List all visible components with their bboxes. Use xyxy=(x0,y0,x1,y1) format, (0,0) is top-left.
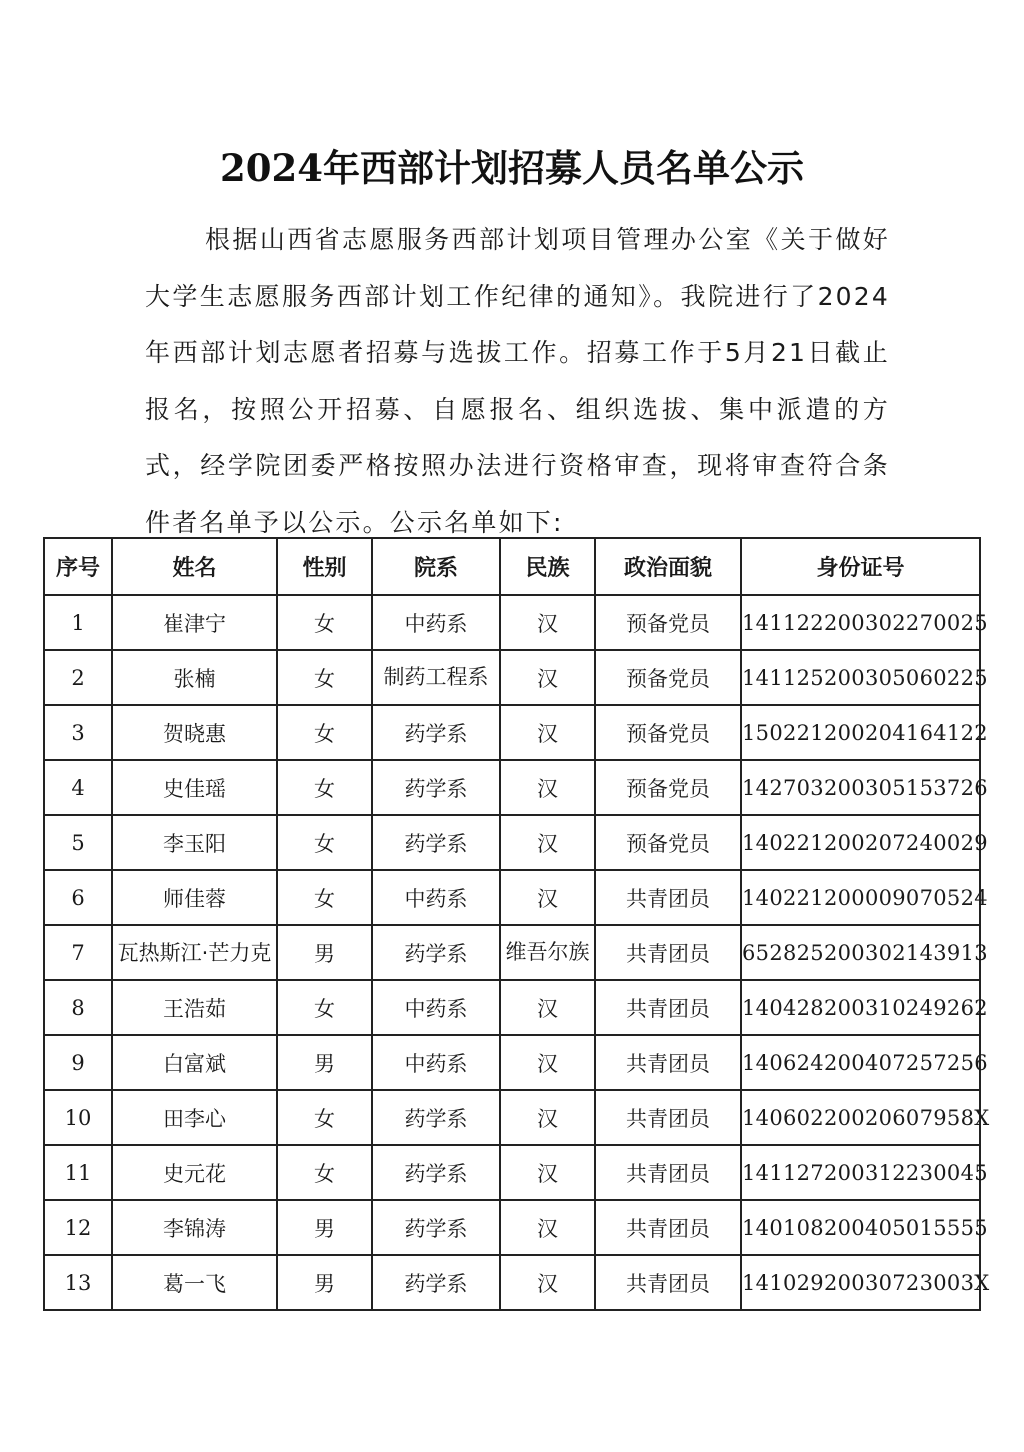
cell-political-status: 共青团员 xyxy=(595,1200,741,1255)
cell-political-status: 共青团员 xyxy=(595,1035,741,1090)
cell-name: 白富斌 xyxy=(112,1035,277,1090)
cell-name: 瓦热斯江·芒力克 xyxy=(112,925,277,980)
cell-political-status: 共青团员 xyxy=(595,1090,741,1145)
cell-department: 中药系 xyxy=(372,1035,500,1090)
table-row xyxy=(44,760,980,815)
cell-index: 10 xyxy=(44,1090,112,1145)
cell-id-number: 140221200009070524 xyxy=(741,870,980,925)
cell-gender: 男 xyxy=(277,1035,372,1090)
cell-index: 12 xyxy=(44,1200,112,1255)
cell-index: 5 xyxy=(44,815,112,870)
header-index: 序号 xyxy=(44,538,112,595)
header-department: 院系 xyxy=(372,538,500,595)
cell-department: 药学系 xyxy=(372,1145,500,1200)
cell-index: 8 xyxy=(44,980,112,1035)
header-ethnicity: 民族 xyxy=(500,538,595,595)
cell-gender: 女 xyxy=(277,980,372,1035)
cell-name: 张楠 xyxy=(112,650,277,705)
cell-index: 4 xyxy=(44,760,112,815)
table-row xyxy=(44,1035,980,1090)
cell-id-number: 140624200407257256 xyxy=(741,1035,980,1090)
cell-name: 葛一飞 xyxy=(112,1255,277,1310)
cell-id-number: 140221200207240029 xyxy=(741,815,980,870)
cell-id-number: 140428200310249262 xyxy=(741,980,980,1035)
header-gender: 性别 xyxy=(277,538,372,595)
cell-name: 李锦涛 xyxy=(112,1200,277,1255)
cell-gender: 女 xyxy=(277,705,372,760)
cell-ethnicity: 维吾尔族 xyxy=(500,925,595,980)
header-political-status: 政治面貌 xyxy=(595,538,741,595)
cell-department: 中药系 xyxy=(372,980,500,1035)
cell-department: 药学系 xyxy=(372,1090,500,1145)
cell-name: 崔津宁 xyxy=(112,595,277,650)
cell-gender: 男 xyxy=(277,925,372,980)
cell-index: 9 xyxy=(44,1035,112,1090)
cell-political-status: 共青团员 xyxy=(595,1255,741,1310)
cell-gender: 女 xyxy=(277,815,372,870)
cell-ethnicity: 汉 xyxy=(500,650,595,705)
table-row xyxy=(44,980,980,1035)
cell-ethnicity: 汉 xyxy=(500,870,595,925)
cell-department: 制药工程系 xyxy=(372,650,500,705)
cell-political-status: 预备党员 xyxy=(595,760,741,815)
cell-id-number: 141122200302270025 xyxy=(741,595,980,650)
cell-ethnicity: 汉 xyxy=(500,595,595,650)
cell-department: 药学系 xyxy=(372,815,500,870)
table-row xyxy=(44,870,980,925)
cell-political-status: 预备党员 xyxy=(595,650,741,705)
cell-department: 中药系 xyxy=(372,595,500,650)
table-row xyxy=(44,815,980,870)
cell-gender: 女 xyxy=(277,650,372,705)
cell-ethnicity: 汉 xyxy=(500,1090,595,1145)
cell-id-number: 141127200312230045 xyxy=(741,1145,980,1200)
cell-gender: 男 xyxy=(277,1200,372,1255)
table-row xyxy=(44,650,980,705)
table-body xyxy=(44,595,990,1310)
intro-paragraph: 根据山西省志愿服务西部计划项目管理办公室《关于做好大学生志愿服务西部计划工作纪律的通知》。我院进行了2024年西部计划志愿者招募与选拔工作。招募工作于5月21日截止报名，按照公开招募、自愿报名、组织选拔、集中派遣的方式，经学院团委严格按照办法进行资格审查，现将审查符合条件者名单予以公示。公示名单如下: xyxy=(145,225,890,537)
cell-political-status: 共青团员 xyxy=(595,925,741,980)
cell-gender: 女 xyxy=(277,870,372,925)
table-row xyxy=(44,1200,980,1255)
cell-id-number: 142703200305153726 xyxy=(741,760,980,815)
cell-name: 史佳瑶 xyxy=(112,760,277,815)
cell-id-number: 140108200405015555 xyxy=(741,1200,980,1255)
cell-political-status: 共青团员 xyxy=(595,1145,741,1200)
table-row xyxy=(44,925,980,980)
cell-index: 6 xyxy=(44,870,112,925)
cell-gender: 女 xyxy=(277,760,372,815)
cell-ethnicity: 汉 xyxy=(500,760,595,815)
cell-id-number: 652825200302143913 xyxy=(741,925,980,980)
cell-ethnicity: 汉 xyxy=(500,980,595,1035)
header-id-number: 身份证号 xyxy=(741,538,980,595)
cell-gender: 男 xyxy=(277,1255,372,1310)
cell-ethnicity: 汉 xyxy=(500,1035,595,1090)
table-row xyxy=(44,595,980,650)
header-name: 姓名 xyxy=(112,538,277,595)
cell-political-status: 共青团员 xyxy=(595,870,741,925)
cell-index: 13 xyxy=(44,1255,112,1310)
cell-name: 史元花 xyxy=(112,1145,277,1200)
cell-name: 贺晓惠 xyxy=(112,705,277,760)
cell-id-number: 14102920030723003X xyxy=(741,1255,980,1310)
table-row xyxy=(44,1090,980,1145)
cell-ethnicity: 汉 xyxy=(500,1255,595,1310)
cell-department: 药学系 xyxy=(372,705,500,760)
cell-name: 李玉阳 xyxy=(112,815,277,870)
table-header-row xyxy=(44,538,980,595)
table-row xyxy=(44,1255,980,1310)
cell-department: 药学系 xyxy=(372,1200,500,1255)
cell-department: 中药系 xyxy=(372,870,500,925)
table-row xyxy=(44,705,980,760)
cell-index: 1 xyxy=(44,595,112,650)
cell-political-status: 预备党员 xyxy=(595,705,741,760)
cell-id-number: 150221200204164122 xyxy=(741,705,980,760)
cell-id-number: 141125200305060225 xyxy=(741,650,980,705)
cell-index: 11 xyxy=(44,1145,112,1200)
cell-index: 7 xyxy=(44,925,112,980)
cell-gender: 女 xyxy=(277,595,372,650)
recruit-list-table xyxy=(43,537,990,1311)
cell-department: 药学系 xyxy=(372,1255,500,1310)
cell-political-status: 共青团员 xyxy=(595,980,741,1035)
cell-political-status: 预备党员 xyxy=(595,815,741,870)
cell-name: 田李心 xyxy=(112,1090,277,1145)
cell-name: 王浩茹 xyxy=(112,980,277,1035)
document-title: 2024年西部计划招募人员名单公示 xyxy=(220,146,804,190)
table-row xyxy=(44,1145,980,1200)
cell-ethnicity: 汉 xyxy=(500,1200,595,1255)
cell-department: 药学系 xyxy=(372,760,500,815)
cell-index: 3 xyxy=(44,705,112,760)
cell-political-status: 预备党员 xyxy=(595,595,741,650)
cell-ethnicity: 汉 xyxy=(500,1145,595,1200)
cell-index: 2 xyxy=(44,650,112,705)
cell-ethnicity: 汉 xyxy=(500,705,595,760)
cell-gender: 女 xyxy=(277,1090,372,1145)
cell-department: 药学系 xyxy=(372,925,500,980)
cell-gender: 女 xyxy=(277,1145,372,1200)
cell-id-number: 14060220020607958X xyxy=(741,1090,980,1145)
cell-name: 师佳蓉 xyxy=(112,870,277,925)
cell-ethnicity: 汉 xyxy=(500,815,595,870)
